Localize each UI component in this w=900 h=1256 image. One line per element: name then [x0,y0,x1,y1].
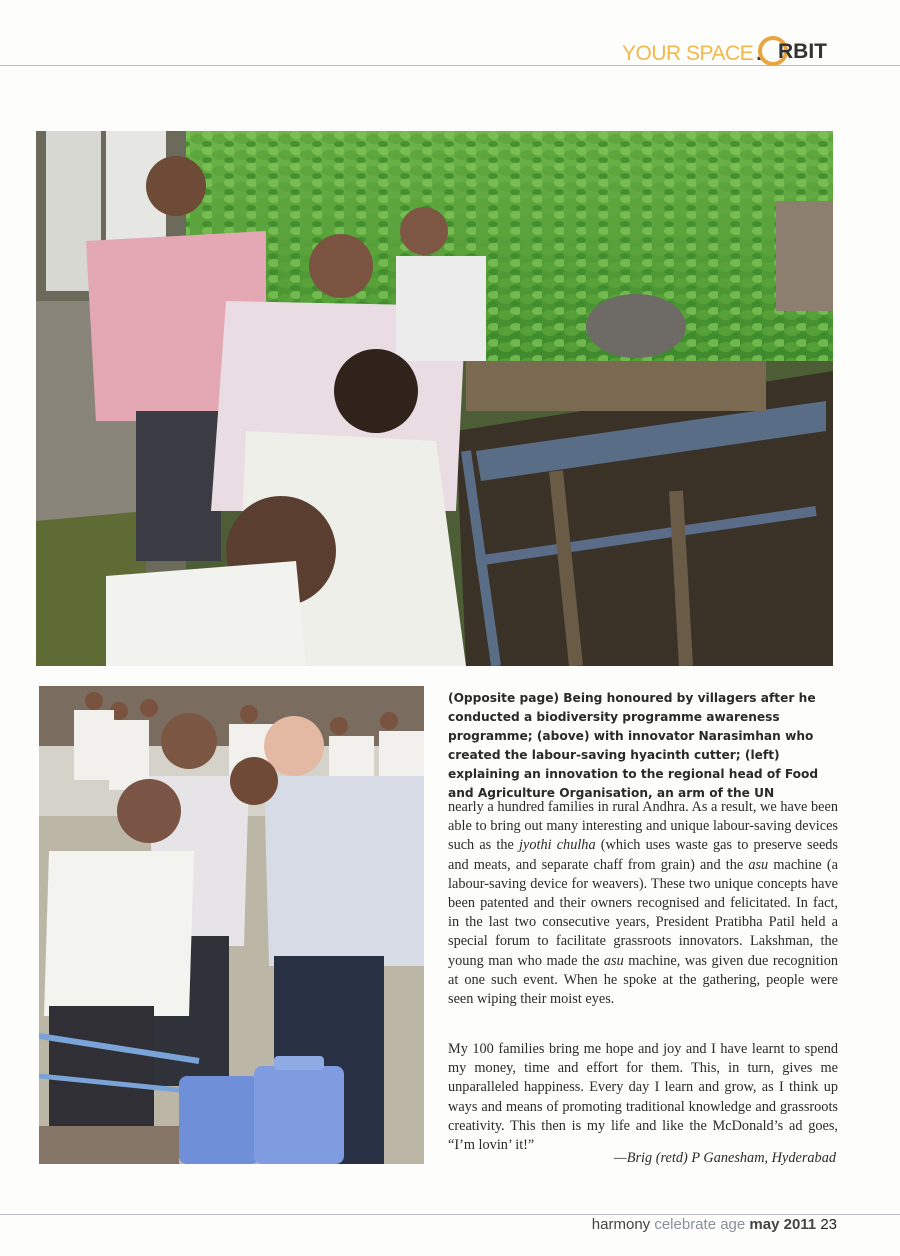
body-paragraph-2: My 100 families bring me hope and joy and I have learnt to spend my money, time and effort for them. This, in turn, gives me unparalleled happiness. Every day I learn and grow, as I think up ways and means of promoting traditional knowledge and grassroots creativity. This then is my life and like the McDonald’s ad goes, “I’m lovin’ it!” [448,1041,838,1154]
section-label [622,42,765,66]
italic-term: jyothi chulha [519,837,596,854]
footer-issue-date: may 2011 [749,1216,817,1233]
photo-fao-visit [39,686,424,1164]
italic-term: asu [748,856,769,873]
text-run: (which uses waste gas to preserve seeds and meats, and separate chaff from grain) and the [448,837,838,873]
author-signature: —Brig (retd) P Ganesham, Hyderabad [614,1150,836,1166]
footer-tagline: celebrate age [654,1216,746,1233]
footer-magazine-name: harmony [591,1216,651,1233]
footer-rule [0,1214,900,1215]
italic-term: asu [603,952,624,969]
photo-icon [39,686,424,1164]
orbit-logo [758,34,838,74]
body-paragraph-1 [448,798,838,1009]
footer-page-number: 23 [820,1216,837,1233]
photo-caption: (Opposite page) Being honoured by villagers after he conducted a biodiversity programme awareness programme; (above) with innovator Narasimhan who created the labour-saving hyacinth cutter; (left) explaining an innovation to the regional head of Food and Agriculture Organisation, an arm of the UN [448,691,819,800]
text-run: machine, was given due recognition at one such event. When he spoke at the gathering, people were seen wiping their moist eyes. [448,952,838,1008]
section-separator: . [756,42,762,65]
text-run: machine (a labour-saving device for weavers). These two unique concepts have been patented and their owners recognised and felicitated. In fact, in the last two consecutive years, President Pratibha Patil held a special forum to facilitate grassroots innovators. Lakshman, the young man who made the [448,856,839,969]
text-run: nearly a hundred families in rural Andhra. As a result, we have been able to bring out many interesting and unique labour-saving devices such as the [448,799,838,854]
section-title: YOUR SPACE [622,42,754,65]
page-footer [592,1216,837,1233]
orbit-logo-text: RBIT [778,40,827,63]
photo-hyacinth-cutter [36,131,833,666]
photo-icon [36,131,833,666]
